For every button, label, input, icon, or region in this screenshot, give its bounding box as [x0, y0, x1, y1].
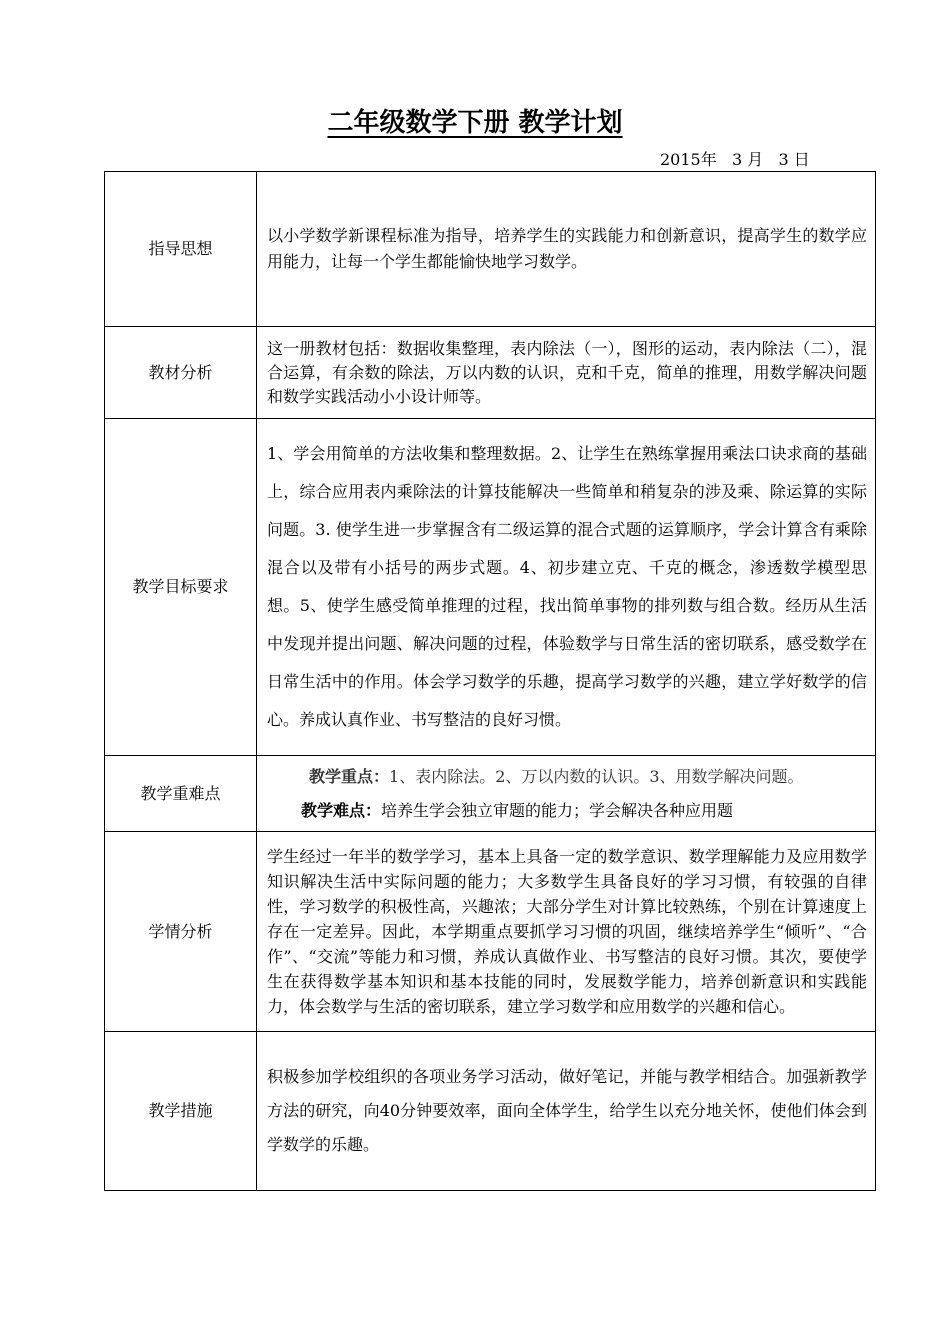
table-row [105, 1032, 876, 1191]
difficult-points-text: 培养生学会独立审题的能力；学会解决各种应用题 [381, 800, 734, 820]
row-label-guiding-thought: 指导思想 [105, 172, 257, 327]
row-label-teaching-goals: 教学目标要求 [105, 419, 257, 756]
row-content-key-difficult-points [257, 756, 876, 832]
difficult-points-label: 教学难点： [301, 800, 382, 820]
table-row [105, 172, 876, 327]
plan-date: 2015年 3 月 3 日 [660, 150, 810, 169]
row-content-guiding-thought: 以小学数学新课程标准为指导，培养学生的实践能力和创新意识，提高学生的数学应用能力，让每一个学生都能愉快地学习数学。 [257, 172, 876, 327]
key-points-line [257, 765, 875, 789]
row-content-teaching-measures: 积极参加学校组织的各项业务学习活动，做好笔记，并能与教学相结合。加强新教学方法的研究，向40分钟要效率，面向全体学生，给学生以充分地关怀，使他们体会到学数学的乐趣。 [257, 1032, 876, 1191]
key-points-label: 教学重点： [309, 766, 390, 786]
plan-table [104, 171, 876, 1191]
row-content-textbook-analysis: 这一册教材包括：数据收集整理，表内除法（一），图形的运动，表内除法（二），混合运算，有余数的除法，万以内数的认识，克和千克，简单的推理，用数学解决问题和数学实践活动小小设计师等。 [257, 327, 876, 419]
row-content-student-analysis: 学生经过一年半的数学学习，基本上具备一定的数学意识、数学理解能力及应用数学知识解决生活中实际问题的能力；大多数学生具备良好的学习习惯，有较强的自律性，学习数学的积极性高，兴趣浓；大部分学生对计算比较熟练，个别在计算速度上存在一定差异。因此，本学期重点要抓学习习惯的巩固，继续培养学生“倾听”、“合作”、“交流”等能力和习惯，养成认真做作业、书写整洁的良好习惯。其次，要使学生在获得数学基本知识和基本技能的同时，发展数学能力，培养创新意识和实践能力，体会数学与生活的密切联系，建立学习数学和应用数学的兴趣和信心。 [257, 832, 876, 1032]
key-points-text: 1、表内除法。2、万以内数的认识。3、用数学解决问题。 [389, 766, 804, 786]
row-label-student-analysis: 学情分析 [105, 832, 257, 1032]
table-row [105, 756, 876, 832]
row-label-teaching-measures: 教学措施 [105, 1032, 257, 1191]
table-row [105, 327, 876, 419]
table-row [105, 419, 876, 756]
row-label-key-difficult-points: 教学重难点 [105, 756, 257, 832]
row-content-teaching-goals: 1、学会用简单的方法收集和整理数据。2、让学生在熟练掌握用乘法口诀求商的基础上，综合应用表内乘除法的计算技能解决一些简单和稍复杂的涉及乘、除运算的实际问题。3. 使学生进一步掌握含有二级运算的混合式题的运算顺序，学会计算含有乘除混合以及带有小括号的两步式题。4、初步建立克、千克的概念，渗透数学模型思想。5、使学生感受简单推理的过程，找出简单事物的排列数与组合数。经历从生活中发现并提出问题、解决问题的过程，体验数学与日常生活的密切联系，感受数学在日常生活中的作用。体会学习数学的乐趣，提高学习数学的兴趣，建立学好数学的信心。养成认真作业、书写整洁的良好习惯。 [257, 419, 876, 756]
page-title: 二年级数学下册 教学计划 [327, 108, 623, 138]
row-label-textbook-analysis: 教材分析 [105, 327, 257, 419]
table-row [105, 832, 876, 1032]
difficult-points-line [257, 799, 875, 823]
